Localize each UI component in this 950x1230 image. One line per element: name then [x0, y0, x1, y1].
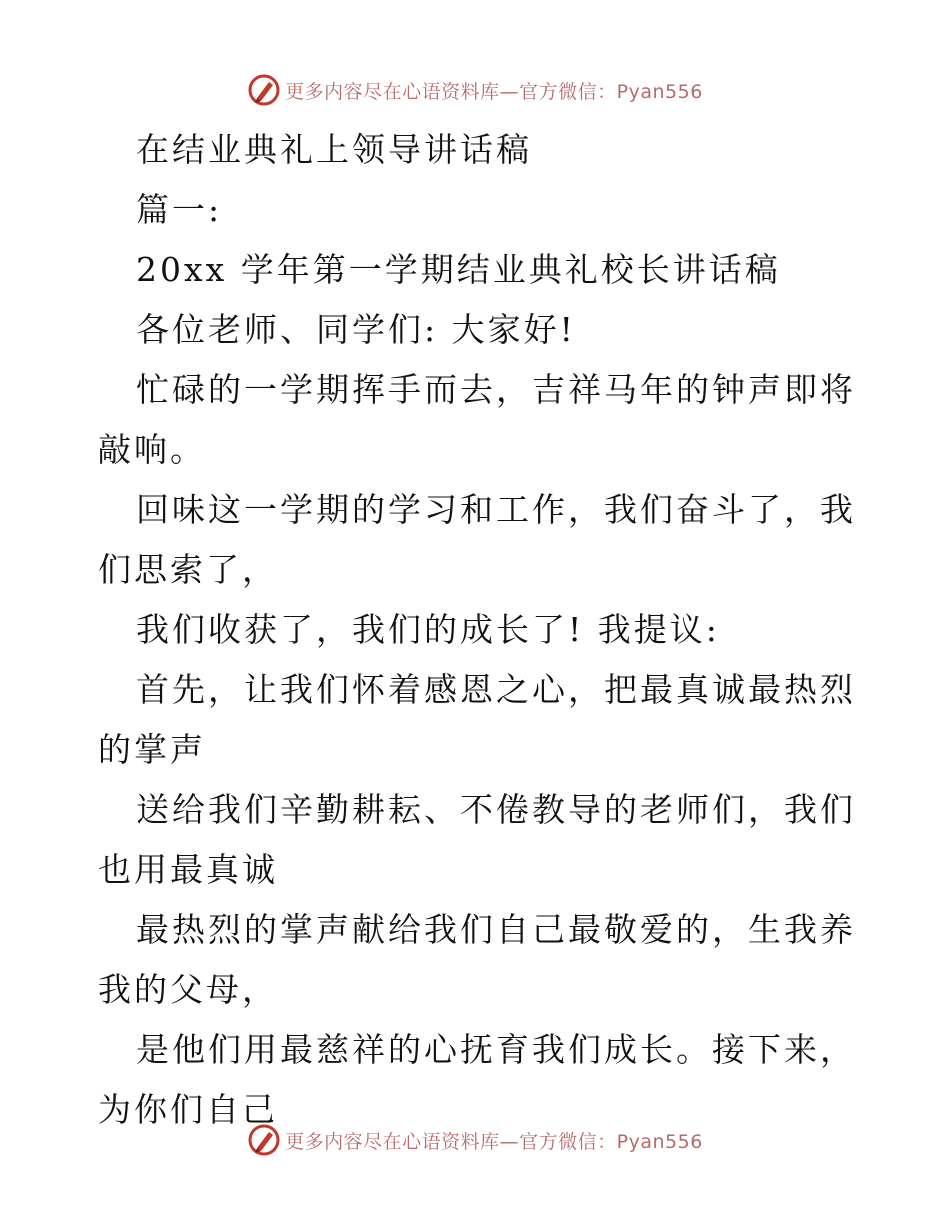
pen-logo-icon — [247, 1123, 281, 1157]
pen-logo-icon — [247, 73, 281, 107]
footer-watermark — [0, 1120, 950, 1160]
paragraph: 忙碌的一学期挥手而去，吉祥马年的钟声即将敲响。 — [98, 370, 856, 469]
paragraph: 我们收获了，我们的成长了! 我提议: — [136, 610, 720, 649]
paragraph: 送给我们辛勤耕耘、不倦教导的老师们，我们也用最真诚 — [98, 790, 856, 889]
footer-watermark-text: 更多内容尽在心语资料库—官方微信：Pyan556 — [285, 1130, 703, 1153]
greeting: 各位老师、同学们: 大家好! — [136, 310, 576, 349]
paragraph: 是他们用最慈祥的心抚育我们成长。接下来，为你们自己 — [98, 1030, 856, 1129]
document-title: 在结业典礼上领导讲话稿 — [136, 130, 532, 169]
header-watermark — [0, 70, 950, 110]
section-label: 篇一: — [136, 190, 223, 229]
paragraph: 最热烈的掌声献给我们自己最敬爱的，生我养我的父母， — [98, 910, 856, 1009]
header-watermark-text: 更多内容尽在心语资料库—官方微信：Pyan556 — [285, 80, 703, 103]
document-body — [98, 120, 858, 1140]
paragraph: 首先，让我们怀着感恩之心，把最真诚最热烈的掌声 — [98, 670, 856, 769]
paragraph: 回味这一学期的学习和工作，我们奋斗了，我们思索了， — [98, 490, 856, 589]
speech-title: 20xx 学年第一学期结业典礼校长讲话稿 — [136, 250, 781, 289]
